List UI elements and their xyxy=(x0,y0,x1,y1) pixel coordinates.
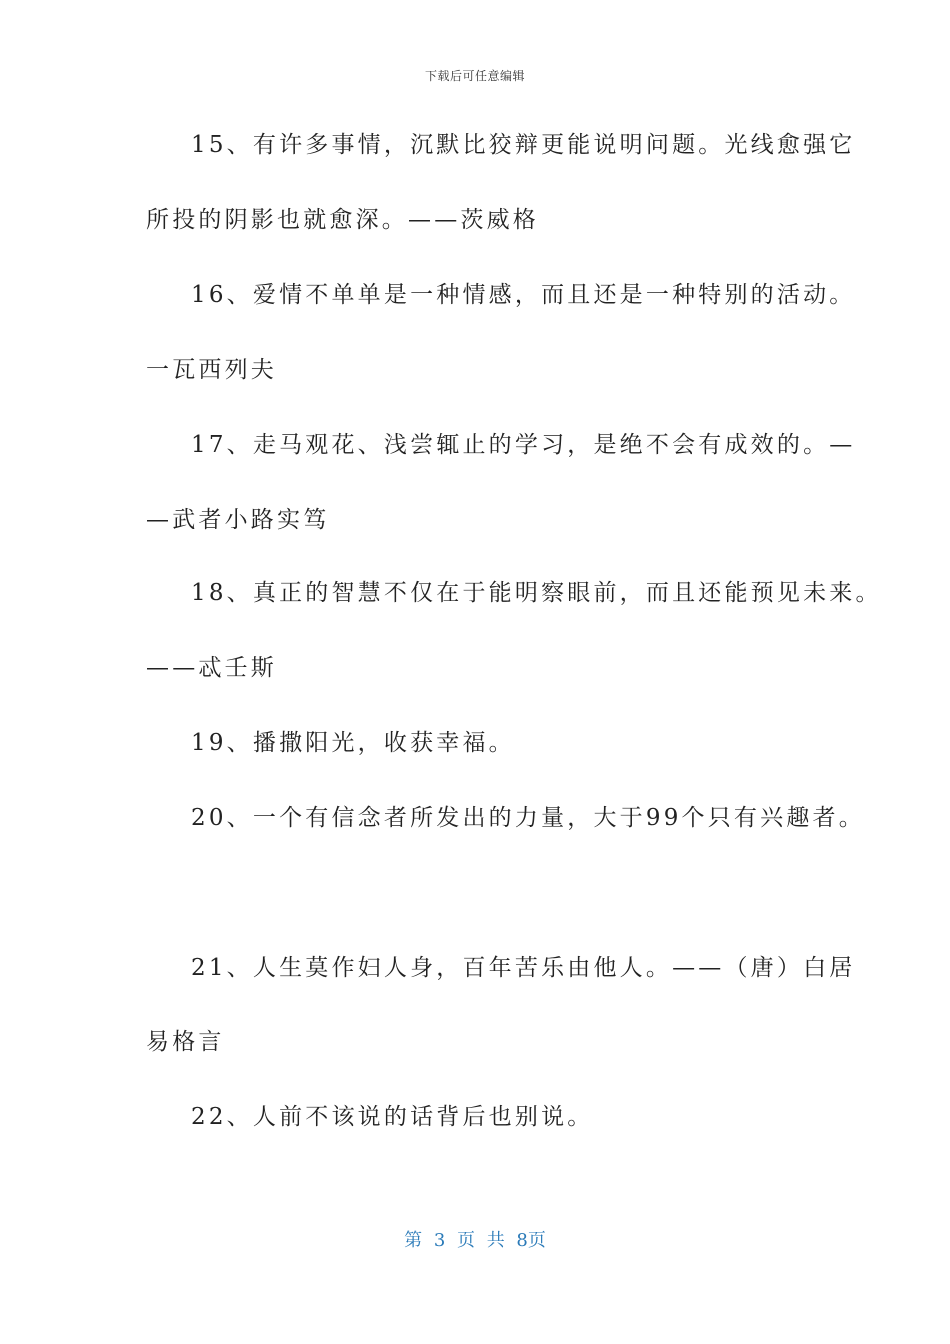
quote-21-line-1: 21、人生莫作妇人身，百年苦乐由他人。——（唐）白居 xyxy=(191,955,856,981)
page-number-footer: 第 3 页 共 8页 xyxy=(404,1230,546,1251)
quote-17-line-2: —武者小路实笃 xyxy=(146,507,330,533)
quote-18-line-1: 18、真正的智慧不仅在于能明察眼前，而且还能预见未来。 xyxy=(191,580,882,606)
quote-18-line-2: ——忒壬斯 xyxy=(146,655,277,681)
quote-22-line-1: 22、人前不该说的话背后也别说。 xyxy=(191,1104,594,1130)
header-note: 下载后可任意编辑 xyxy=(424,69,525,83)
quote-15-line-2: 所投的阴影也就愈深。——茨威格 xyxy=(146,207,539,233)
quote-17-line-1: 17、走马观花、浅尝辄止的学习，是绝不会有成效的。— xyxy=(191,432,856,458)
quote-21-line-2: 易格言 xyxy=(146,1029,225,1055)
quote-16-line-1: 16、爱情不单单是一种情感，而且还是一种特别的活动。 xyxy=(191,282,856,308)
quote-19-line-1: 19、播撒阳光，收获幸福。 xyxy=(191,730,515,756)
quote-16-line-2: 一瓦西列夫 xyxy=(146,357,277,383)
quote-20-line-1: 20、一个有信念者所发出的力量，大于99个只有兴趣者。 xyxy=(191,805,865,831)
quote-15-line-1: 15、有许多事情，沉默比狡辩更能说明问题。光线愈强它 xyxy=(191,132,856,158)
